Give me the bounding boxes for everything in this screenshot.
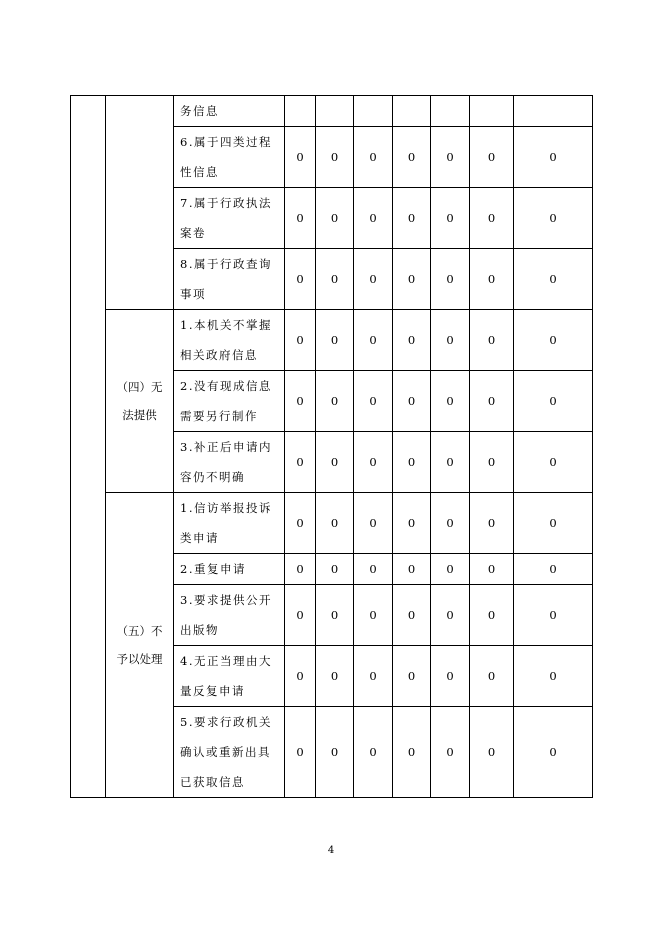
item-cell: 8.属于行政查询事项	[174, 249, 285, 310]
value-cell: 0	[285, 585, 316, 646]
value-cell: 0	[431, 493, 470, 554]
value-cell: 0	[354, 707, 393, 798]
value-cell: 0	[431, 432, 470, 493]
value-cell: 0	[285, 707, 316, 798]
item-cell: 1.信访举报投诉类申请	[174, 493, 285, 554]
value-cell: 0	[431, 127, 470, 188]
value-cell: 0	[354, 493, 393, 554]
value-cell: 0	[393, 585, 431, 646]
value-cell: 0	[285, 249, 316, 310]
value-cell: 0	[393, 554, 431, 585]
group-cell-continued	[106, 96, 174, 310]
value-cell: 0	[470, 249, 514, 310]
outer-category-cell	[71, 96, 106, 798]
value-cell: 0	[514, 249, 593, 310]
value-cell: 0	[470, 585, 514, 646]
value-cell: 0	[470, 554, 514, 585]
value-cell: 0	[285, 432, 316, 493]
value-cell	[354, 96, 393, 127]
value-cell: 0	[514, 188, 593, 249]
value-cell: 0	[393, 646, 431, 707]
value-cell: 0	[470, 432, 514, 493]
value-cell: 0	[431, 707, 470, 798]
value-cell: 0	[316, 371, 354, 432]
value-cell: 0	[431, 310, 470, 371]
item-cell: 2.重复申请	[174, 554, 285, 585]
value-cell: 0	[354, 554, 393, 585]
value-cell	[470, 96, 514, 127]
value-cell: 0	[393, 310, 431, 371]
item-cell: 2.没有现成信息需要另行制作	[174, 371, 285, 432]
value-cell: 0	[514, 310, 593, 371]
value-cell: 0	[393, 127, 431, 188]
value-cell	[316, 96, 354, 127]
value-cell: 0	[285, 188, 316, 249]
group-label-not-processed: （五）不予以处理	[106, 493, 174, 798]
value-cell: 0	[316, 310, 354, 371]
value-cell: 0	[354, 310, 393, 371]
value-cell: 0	[393, 432, 431, 493]
value-cell: 0	[393, 371, 431, 432]
value-cell: 0	[285, 493, 316, 554]
value-cell: 0	[316, 188, 354, 249]
value-cell: 0	[316, 646, 354, 707]
page-number: 4	[327, 845, 335, 856]
value-cell	[514, 96, 593, 127]
item-cell: 3.补正后申请内容仍不明确	[174, 432, 285, 493]
item-cell: 3.要求提供公开出版物	[174, 585, 285, 646]
table-row	[71, 310, 593, 371]
value-cell: 0	[316, 707, 354, 798]
value-cell: 0	[514, 127, 593, 188]
value-cell: 0	[285, 646, 316, 707]
group-label-unable-to-provide: （四）无法提供	[106, 310, 174, 493]
value-cell: 0	[354, 188, 393, 249]
value-cell: 0	[354, 432, 393, 493]
value-cell: 0	[431, 646, 470, 707]
value-cell: 0	[514, 371, 593, 432]
value-cell: 0	[316, 554, 354, 585]
value-cell: 0	[285, 127, 316, 188]
value-cell: 0	[393, 249, 431, 310]
value-cell: 0	[431, 585, 470, 646]
value-cell: 0	[431, 371, 470, 432]
value-cell: 0	[514, 432, 593, 493]
value-cell: 0	[354, 646, 393, 707]
value-cell: 0	[431, 249, 470, 310]
value-cell: 0	[354, 371, 393, 432]
table-row	[71, 493, 593, 554]
item-cell: 5.要求行政机关确认或重新出具已获取信息	[174, 707, 285, 798]
value-cell: 0	[393, 188, 431, 249]
value-cell: 0	[285, 371, 316, 432]
value-cell: 0	[285, 310, 316, 371]
value-cell: 0	[470, 493, 514, 554]
value-cell: 0	[470, 310, 514, 371]
value-cell: 0	[514, 585, 593, 646]
value-cell: 0	[470, 188, 514, 249]
value-cell: 0	[316, 249, 354, 310]
value-cell: 0	[470, 127, 514, 188]
value-cell: 0	[316, 127, 354, 188]
table-row	[71, 96, 593, 127]
value-cell: 0	[354, 249, 393, 310]
value-cell	[431, 96, 470, 127]
value-cell: 0	[316, 432, 354, 493]
value-cell: 0	[470, 707, 514, 798]
value-cell: 0	[514, 493, 593, 554]
value-cell: 0	[354, 585, 393, 646]
value-cell: 0	[285, 554, 316, 585]
value-cell: 0	[514, 554, 593, 585]
value-cell: 0	[316, 493, 354, 554]
item-cell: 1.本机关不掌握相关政府信息	[174, 310, 285, 371]
item-cell: 7.属于行政执法案卷	[174, 188, 285, 249]
value-cell: 0	[354, 127, 393, 188]
value-cell: 0	[431, 554, 470, 585]
value-cell: 0	[316, 585, 354, 646]
disclosure-statistics-table	[70, 95, 593, 798]
value-cell	[285, 96, 316, 127]
value-cell: 0	[431, 188, 470, 249]
item-cell: 6.属于四类过程性信息	[174, 127, 285, 188]
value-cell: 0	[514, 707, 593, 798]
value-cell: 0	[393, 493, 431, 554]
value-cell: 0	[393, 707, 431, 798]
value-cell	[393, 96, 431, 127]
value-cell: 0	[470, 646, 514, 707]
item-cell: 4.无正当理由大量反复申请	[174, 646, 285, 707]
value-cell: 0	[514, 646, 593, 707]
value-cell: 0	[470, 371, 514, 432]
item-cell: 务信息	[174, 96, 285, 127]
